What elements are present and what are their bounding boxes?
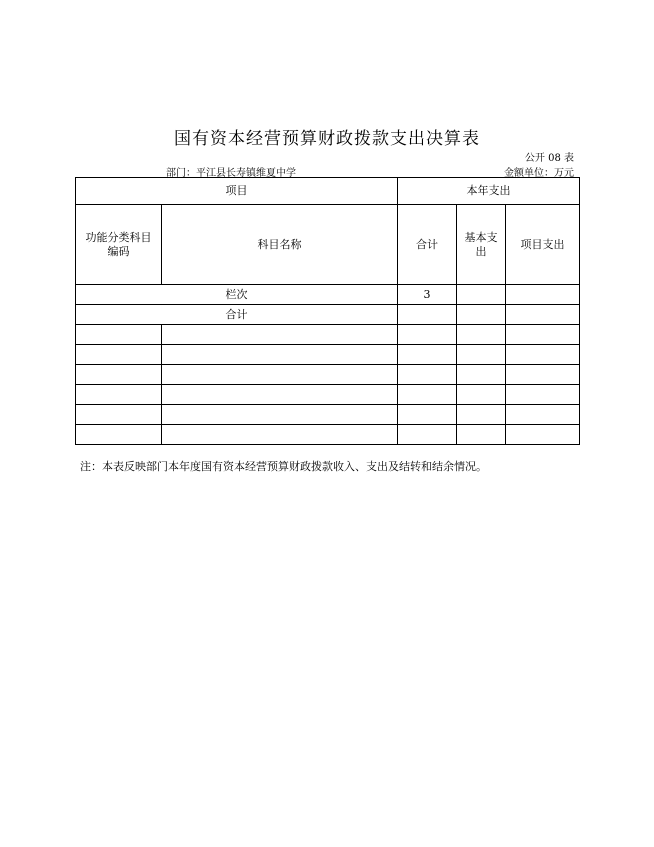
- lanci-project-number: [506, 285, 580, 305]
- table-footnote: 注：本表反映部门本年度国有资本经营预算财政拨款收入、支出及结转和结余情况。: [80, 460, 487, 473]
- table-row: [76, 425, 580, 445]
- col-basic-expenditure: 基本支出: [457, 205, 506, 285]
- total-label: 合计: [76, 305, 398, 325]
- header-current-year-expenditure: 本年支出: [398, 178, 580, 205]
- total-value: [398, 305, 457, 325]
- report-title: 国有资本经营预算财政拨款支出决算表: [174, 129, 480, 149]
- table-row: [76, 345, 580, 365]
- total-project-value: [506, 305, 580, 325]
- table-subheader-row: [76, 205, 580, 285]
- lanci-row: [76, 285, 580, 305]
- total-basic-value: [457, 305, 506, 325]
- form-number: 公开 08 表: [524, 153, 574, 164]
- lanci-basic-number: [457, 285, 506, 305]
- col-total: 合计: [398, 205, 457, 285]
- table-row: [76, 365, 580, 385]
- lanci-total-number: 3: [398, 285, 457, 305]
- col-project-expenditure: 项目支出: [506, 205, 580, 285]
- amount-unit-label: 金额单位：万元: [504, 168, 574, 179]
- lanci-label: 栏次: [76, 285, 398, 305]
- table-row: [76, 405, 580, 425]
- total-row: [76, 305, 580, 325]
- table-row: [76, 385, 580, 405]
- table-header-row: [76, 178, 580, 205]
- col-subject-name: 科目名称: [162, 205, 398, 285]
- table-row: [76, 325, 580, 345]
- department-label: 部门：平江县长寿镇维夏中学: [166, 168, 296, 179]
- col-function-code: 功能分类科目编码: [76, 205, 162, 285]
- expenditure-table: [75, 177, 580, 445]
- header-project: 项目: [76, 178, 398, 205]
